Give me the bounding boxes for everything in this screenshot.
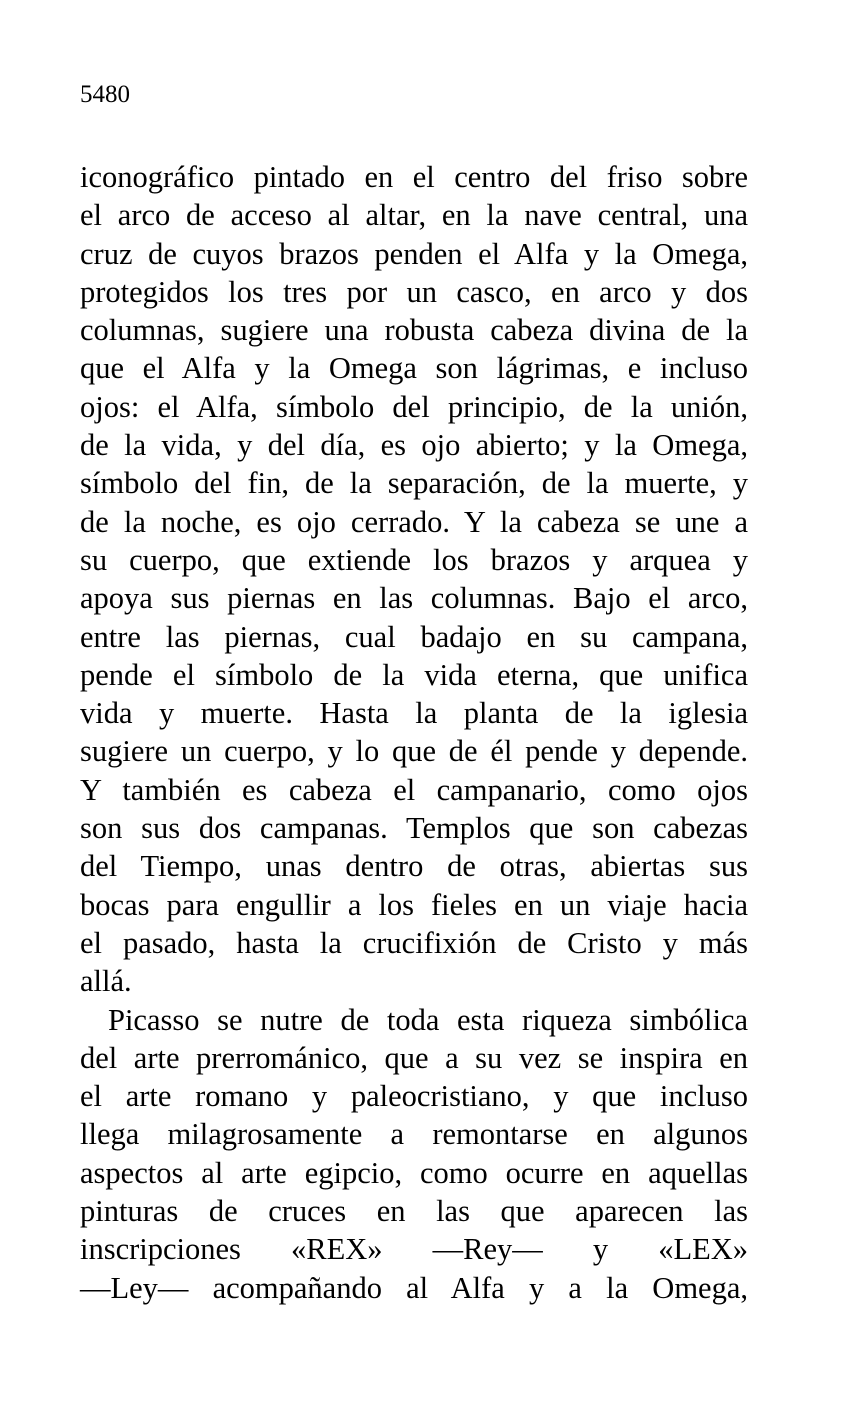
text-line: bocas para engullir a los fieles en un viaje hacia bbox=[80, 887, 748, 922]
text-line: pinturas de cruces en las que aparecen las bbox=[80, 1194, 748, 1229]
text-line: el pasado, hasta la crucifixión de Cristo y más bbox=[80, 925, 748, 960]
text-line: protegidos los tres por un casco, en arco y dos bbox=[80, 274, 748, 309]
text-line: su cuerpo, que extiende los brazos y arquea y bbox=[80, 542, 748, 577]
body-text bbox=[80, 158, 748, 1307]
text-line: apoya sus piernas en las columnas. Bajo el arco, bbox=[80, 581, 748, 616]
text-line: columnas, sugiere una robusta cabeza divina de la bbox=[80, 313, 748, 348]
text-line: del Tiempo, unas dentro de otras, abiertas sus bbox=[80, 849, 748, 884]
text-line: llega milagrosamente a remontarse en algunos bbox=[80, 1117, 748, 1152]
text-line: Y también es cabeza el campanario, como ojos bbox=[80, 772, 748, 807]
text-line: símbolo del fin, de la separación, de la muerte, y bbox=[80, 466, 748, 501]
page-number: 5480 bbox=[80, 81, 130, 108]
text-line: vida y muerte. Hasta la planta de la iglesia bbox=[80, 696, 748, 731]
text-line: el arte romano y paleocristiano, y que incluso bbox=[80, 1079, 748, 1114]
text-line: de la noche, es ojo cerrado. Y la cabeza se une a bbox=[80, 504, 748, 539]
text-line: iconográfico pintado en el centro del friso sobre bbox=[80, 160, 748, 194]
text-line: sugiere un cuerpo, y lo que de él pende y depende. bbox=[80, 734, 748, 769]
text-line: son sus dos campanas. Templos que son cabezas bbox=[80, 811, 748, 846]
text-line: allá. bbox=[80, 964, 132, 999]
text-line: el arco de acceso al altar, en la nave central, una bbox=[80, 198, 748, 233]
text-line: de la vida, y del día, es ojo abierto; y la Omega, bbox=[80, 428, 748, 463]
text-line: Picasso se nutre de toda esta riqueza simbólica bbox=[108, 1002, 748, 1037]
text-line: ojos: el Alfa, símbolo del principio, de la unión, bbox=[80, 389, 748, 424]
text-line: del arte prerrománico, que a su vez se inspira en bbox=[80, 1040, 748, 1075]
text-line: que el Alfa y la Omega son lágrimas, e incluso bbox=[80, 351, 748, 386]
text-line: inscripciones «REX» —Rey— y «LEX» bbox=[80, 1232, 748, 1267]
text-line: aspectos al arte egipcio, como ocurre en aquellas bbox=[80, 1155, 748, 1190]
text-line: pende el símbolo de la vida eterna, que unifica bbox=[80, 657, 748, 692]
text-line: —Ley— acompañando al Alfa y a la Omega, bbox=[80, 1270, 748, 1305]
text-line: entre las piernas, cual badajo en su campana, bbox=[80, 619, 748, 654]
text-line: cruz de cuyos brazos penden el Alfa y la Omega, bbox=[80, 236, 748, 271]
